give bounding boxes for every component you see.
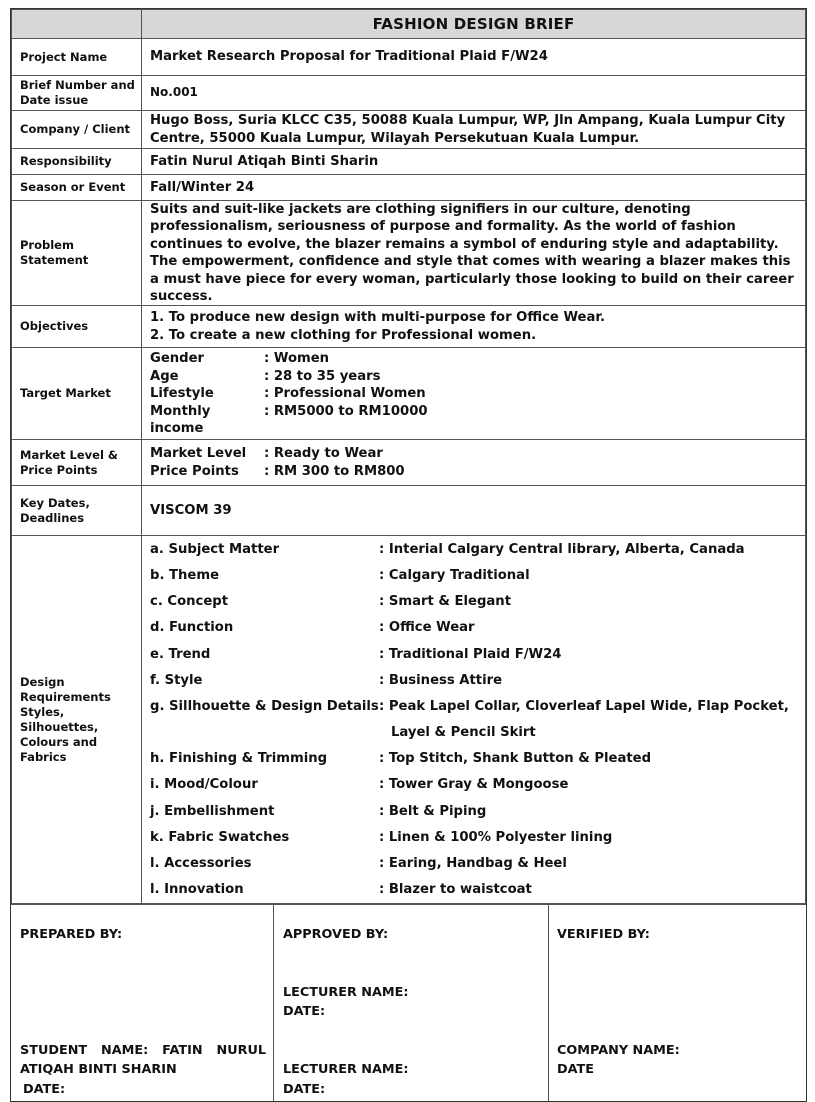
- label-target-market: Target Market: [12, 348, 142, 440]
- row-objectives: [12, 306, 806, 348]
- design-value: : Belt & Piping: [379, 803, 487, 819]
- verified-by-heading: VERIFIED BY:: [557, 927, 650, 943]
- design-key: j. Embellishment: [150, 803, 275, 819]
- design-key: h. Finishing & Trimming: [150, 751, 328, 767]
- design-item-continuation: [150, 720, 795, 746]
- lecturer-date-label-1: DATE:: [283, 1004, 326, 1020]
- label-market-level: Market Level & Price Points: [12, 440, 142, 486]
- target-gender: [150, 350, 795, 368]
- lecturer-date-label-2: DATE:: [283, 1082, 326, 1098]
- value-company: Hugo Boss, Suria KLCC C35, 50088 Kuala Lumpur, WP, Jln Ampang, Kuala Lumpur City Centre, 55000 Kuala Lumpur, Wilayah Persekutuan Kuala Lumpur.: [142, 111, 806, 149]
- header-row: [12, 10, 806, 39]
- row-responsibility: [12, 149, 806, 175]
- design-item: [150, 825, 795, 851]
- label-design-requirements: Design Requirements Styles, Silhouettes, Colours and Fabrics: [12, 536, 142, 904]
- design-key: d. Function: [150, 620, 234, 636]
- design-item: [150, 536, 795, 562]
- design-value: : Calgary Traditional: [379, 567, 530, 583]
- design-value: : Peak Lapel Collar, Cloverleaf Lapel Wide, Flap Pocket,: [379, 698, 789, 714]
- value-market-level: [142, 440, 806, 486]
- lecturer-name-label-1: LECTURER NAME:: [283, 985, 409, 1001]
- target-age: [150, 368, 795, 386]
- design-value: : Interial Calgary Central library, Alberta, Canada: [379, 541, 745, 557]
- design-key: l. Accessories: [150, 856, 252, 872]
- label-key-dates: Key Dates, Deadlines: [12, 486, 142, 536]
- design-item: [150, 746, 795, 772]
- signoff-section: [11, 904, 806, 1101]
- label-problem-statement: Problem Statement: [12, 201, 142, 306]
- design-value: : Linen & 100% Polyester lining: [379, 829, 613, 845]
- label-responsibility: Responsibility: [12, 149, 142, 175]
- design-key: k. Fabric Swatches: [150, 829, 290, 845]
- value-brief-number: No.001: [142, 76, 806, 111]
- design-value: : Traditional Plaid F/W24: [379, 646, 562, 662]
- company-name-label: COMPANY NAME:: [557, 1043, 680, 1059]
- target-key: Lifestyle: [150, 386, 214, 402]
- row-key-dates: [12, 486, 806, 536]
- value-project-name: Market Research Proposal for Traditional Plaid F/W24: [142, 39, 806, 76]
- value-problem-statement: Suits and suit-like jackets are clothing signifiers in our culture, denoting professionalism, seriousness of purpose and formality. As the world of fashion continues to evolve, the blazer remains a symbol of enduring style and adaptability. The empowerment, confidence and style that comes with wearing a blazer makes this a must have piece for every woman, particularly those looking to build on their career success.: [142, 201, 806, 306]
- design-value: : Office Wear: [379, 620, 475, 636]
- design-item: [150, 851, 795, 877]
- row-design-requirements: [12, 536, 806, 904]
- design-value: Layel & Pencil Skirt: [391, 725, 536, 741]
- design-item: [150, 589, 795, 615]
- market-key: Price Points: [150, 463, 239, 479]
- target-value: : RM5000 to RM10000: [264, 403, 428, 419]
- label-season: Season or Event: [12, 175, 142, 201]
- design-item: [150, 563, 795, 589]
- row-brief-number: [12, 76, 806, 111]
- verified-by-column: [549, 905, 806, 1101]
- design-value: : Earing, Handbag & Heel: [379, 856, 567, 872]
- label-project-name: Project Name: [12, 39, 142, 76]
- row-market-level: [12, 440, 806, 486]
- brief-table: [11, 9, 806, 904]
- prepared-by-column: [11, 905, 274, 1101]
- student-name-line: STUDENT NAME: FATIN NURUL: [20, 1043, 266, 1059]
- design-item: [150, 641, 795, 667]
- design-key: f. Style: [150, 672, 203, 688]
- market-value: : RM 300 to RM800: [264, 463, 405, 479]
- value-responsibility: Fatin Nurul Atiqah Binti Sharin: [142, 149, 806, 175]
- value-season: Fall/Winter 24: [142, 175, 806, 201]
- design-value: : Top Stitch, Shank Button & Pleated: [379, 751, 652, 767]
- design-key: b. Theme: [150, 567, 220, 583]
- design-item: [150, 772, 795, 798]
- row-project-name: [12, 39, 806, 76]
- target-key: Age: [150, 368, 179, 384]
- row-target-market: [12, 348, 806, 440]
- target-value: : 28 to 35 years: [264, 368, 381, 384]
- target-value: : Women: [264, 351, 330, 367]
- target-income: [150, 403, 795, 438]
- target-key: Monthly income: [150, 403, 211, 437]
- design-key: e. Trend: [150, 646, 211, 662]
- row-season: [12, 175, 806, 201]
- header-blank-cell: [12, 10, 142, 39]
- market-level-item: [150, 445, 795, 463]
- market-key: Market Level: [150, 446, 247, 462]
- prepared-by-heading: PREPARED BY:: [20, 927, 123, 943]
- design-value: : Smart & Elegant: [379, 594, 511, 610]
- design-item: [150, 798, 795, 824]
- label-objectives: Objectives: [12, 306, 142, 348]
- label-brief-number: Brief Number and Date issue: [12, 76, 142, 111]
- design-value: : Tower Gray & Mongoose: [379, 777, 569, 793]
- value-design-requirements: [142, 536, 806, 904]
- lecturer-name-label-2: LECTURER NAME:: [283, 1062, 409, 1078]
- target-key: Gender: [150, 351, 205, 367]
- design-key: l. Innovation: [150, 882, 244, 898]
- design-key: a. Subject Matter: [150, 541, 280, 557]
- value-target-market: [142, 348, 806, 440]
- verified-date-label: DATE: [557, 1062, 595, 1078]
- design-item: [150, 877, 795, 903]
- fashion-design-brief-form: [10, 8, 807, 1102]
- student-name-continued: ATIQAH BINTI SHARIN: [20, 1062, 177, 1078]
- approved-by-heading: APPROVED BY:: [283, 927, 389, 943]
- value-objectives: [142, 306, 806, 348]
- objective-item: 1. To produce new design with multi-purpose for Office Wear.: [150, 310, 605, 326]
- design-key: g. Sillhouette & Design Details: [150, 698, 379, 714]
- prepared-date-label: DATE:: [23, 1082, 66, 1098]
- design-value: : Business Attire: [379, 672, 503, 688]
- design-item: [150, 615, 795, 641]
- design-item: [150, 667, 795, 693]
- row-problem-statement: [12, 201, 806, 306]
- approved-by-column: [274, 905, 549, 1101]
- design-requirements-list: [150, 536, 795, 903]
- row-company: [12, 111, 806, 149]
- design-key: i. Mood/Colour: [150, 777, 258, 793]
- design-value: : Blazer to waistcoat: [379, 882, 532, 898]
- market-value: : Ready to Wear: [264, 446, 383, 462]
- objective-item: 2. To create a new clothing for Professional women.: [150, 327, 537, 343]
- label-company: Company / Client: [12, 111, 142, 149]
- design-key: c. Concept: [150, 594, 229, 610]
- price-points-item: [150, 463, 795, 481]
- value-key-dates: VISCOM 39: [142, 486, 806, 536]
- design-item: [150, 694, 795, 720]
- page-title: FASHION DESIGN BRIEF: [142, 10, 806, 39]
- target-lifestyle: [150, 385, 795, 403]
- target-value: : Professional Women: [264, 386, 426, 402]
